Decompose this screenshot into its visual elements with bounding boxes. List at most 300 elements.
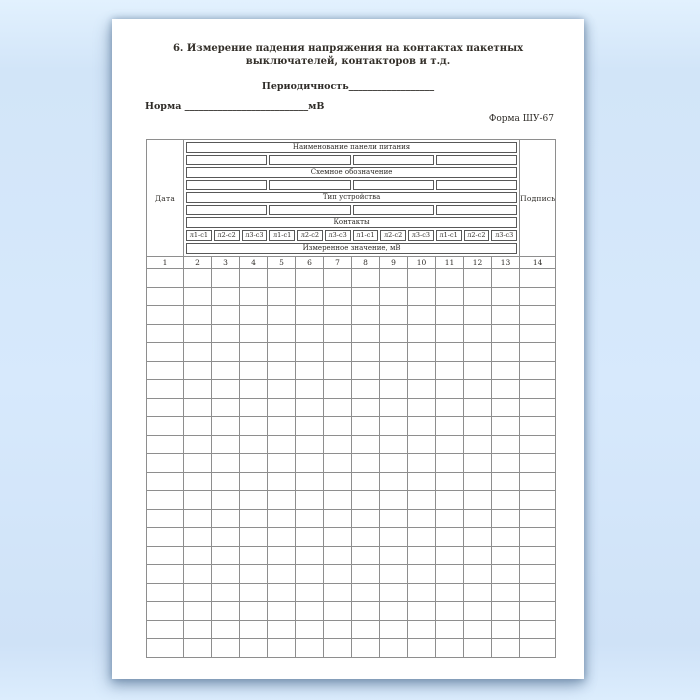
data-cell bbox=[492, 269, 520, 288]
data-cell bbox=[268, 602, 296, 621]
data-cell bbox=[408, 269, 436, 288]
data-cell bbox=[147, 454, 184, 473]
data-cell bbox=[436, 528, 464, 547]
data-cell bbox=[324, 324, 352, 343]
data-cell bbox=[147, 361, 184, 380]
document-page bbox=[112, 19, 584, 679]
data-cell bbox=[240, 565, 268, 584]
data-cell bbox=[520, 546, 556, 565]
data-cell bbox=[147, 509, 184, 528]
data-cell bbox=[296, 417, 324, 436]
header-bands-table bbox=[184, 140, 519, 256]
data-cell bbox=[408, 583, 436, 602]
data-cell bbox=[520, 269, 556, 288]
column-number-cell: 10 bbox=[408, 257, 436, 269]
data-cell bbox=[212, 417, 240, 436]
data-cell bbox=[184, 639, 212, 658]
data-cell bbox=[212, 509, 240, 528]
data-cell bbox=[380, 583, 408, 602]
column-number-cell: 6 bbox=[296, 257, 324, 269]
data-cell bbox=[436, 472, 464, 491]
contact-col-header: л2-с2 bbox=[214, 230, 240, 241]
table-row bbox=[147, 546, 556, 565]
column-number-cell: 1 bbox=[147, 257, 184, 269]
data-cell bbox=[464, 417, 492, 436]
table-row bbox=[147, 435, 556, 454]
data-cell bbox=[268, 324, 296, 343]
data-cell bbox=[296, 528, 324, 547]
data-cell bbox=[296, 398, 324, 417]
data-cell bbox=[352, 435, 380, 454]
data-cell bbox=[268, 287, 296, 306]
data-cell bbox=[296, 454, 324, 473]
data-cell bbox=[296, 583, 324, 602]
table-row bbox=[147, 269, 556, 288]
data-cell bbox=[380, 472, 408, 491]
data-cell bbox=[212, 565, 240, 584]
data-cell bbox=[268, 491, 296, 510]
data-cell bbox=[212, 269, 240, 288]
data-cell bbox=[436, 602, 464, 621]
data-cell bbox=[147, 620, 184, 639]
data-cell bbox=[408, 398, 436, 417]
data-cell bbox=[147, 287, 184, 306]
table-row bbox=[147, 620, 556, 639]
data-cell bbox=[436, 583, 464, 602]
data-cell bbox=[436, 361, 464, 380]
data-cell bbox=[212, 324, 240, 343]
data-cell bbox=[464, 435, 492, 454]
table-row bbox=[147, 380, 556, 399]
column-number-cell: 8 bbox=[352, 257, 380, 269]
data-cell bbox=[240, 491, 268, 510]
header-band-input-cell bbox=[186, 155, 267, 165]
data-cell bbox=[520, 287, 556, 306]
data-cell bbox=[147, 435, 184, 454]
data-cell bbox=[492, 639, 520, 658]
data-cell bbox=[492, 491, 520, 510]
data-cell bbox=[520, 583, 556, 602]
header-band-input-cell bbox=[269, 205, 350, 215]
data-cell bbox=[147, 324, 184, 343]
contact-col-header: л1-с1 bbox=[436, 230, 462, 241]
data-cell bbox=[492, 361, 520, 380]
data-cell bbox=[492, 417, 520, 436]
norm-line: Норма __________________________мВ bbox=[145, 101, 325, 112]
data-cell bbox=[184, 546, 212, 565]
data-cell bbox=[408, 565, 436, 584]
data-cell bbox=[212, 454, 240, 473]
data-cell bbox=[464, 546, 492, 565]
data-cell bbox=[184, 528, 212, 547]
data-cell bbox=[436, 380, 464, 399]
data-cell bbox=[184, 380, 212, 399]
measured-value-label: Измеренное значение, мВ bbox=[186, 243, 517, 254]
data-cell bbox=[240, 380, 268, 399]
data-cell bbox=[184, 454, 212, 473]
data-cell bbox=[147, 398, 184, 417]
data-cell bbox=[184, 269, 212, 288]
data-cell bbox=[324, 639, 352, 658]
data-cell bbox=[147, 602, 184, 621]
data-cell bbox=[408, 306, 436, 325]
data-cell bbox=[436, 269, 464, 288]
data-cell bbox=[492, 306, 520, 325]
data-cell bbox=[212, 620, 240, 639]
data-cell bbox=[520, 528, 556, 547]
column-number-cell: 3 bbox=[212, 257, 240, 269]
data-cell bbox=[492, 509, 520, 528]
data-cell bbox=[464, 509, 492, 528]
header-band-input-cell bbox=[186, 180, 267, 190]
data-cell bbox=[380, 380, 408, 399]
data-cell bbox=[184, 509, 212, 528]
header-band-input-cell bbox=[436, 180, 517, 190]
data-cell bbox=[352, 546, 380, 565]
data-cell bbox=[436, 306, 464, 325]
data-cell bbox=[212, 398, 240, 417]
data-cell bbox=[184, 565, 212, 584]
data-cell bbox=[408, 509, 436, 528]
column-number-cell: 2 bbox=[184, 257, 212, 269]
data-cell bbox=[240, 269, 268, 288]
data-cell bbox=[324, 380, 352, 399]
data-cell bbox=[492, 583, 520, 602]
data-cell bbox=[352, 472, 380, 491]
data-cell bbox=[268, 472, 296, 491]
data-cell bbox=[184, 602, 212, 621]
data-cell bbox=[352, 287, 380, 306]
data-cell bbox=[268, 565, 296, 584]
data-cell bbox=[147, 639, 184, 658]
data-cell bbox=[464, 287, 492, 306]
title-line-2: выключателей, контакторов и т.д. bbox=[245, 56, 451, 67]
header-band-label-row bbox=[186, 142, 517, 153]
header-band-input-row bbox=[186, 205, 517, 215]
table-row bbox=[147, 602, 556, 621]
data-cell bbox=[296, 565, 324, 584]
data-cell bbox=[324, 417, 352, 436]
data-cell bbox=[268, 546, 296, 565]
data-cell bbox=[492, 528, 520, 547]
data-cell bbox=[240, 620, 268, 639]
data-cell bbox=[212, 472, 240, 491]
data-cell bbox=[184, 435, 212, 454]
data-cell bbox=[147, 472, 184, 491]
data-cell bbox=[324, 602, 352, 621]
header-band-label: Схемное обозначение bbox=[186, 167, 517, 178]
data-cell bbox=[147, 306, 184, 325]
data-cell bbox=[268, 639, 296, 658]
data-cell bbox=[492, 287, 520, 306]
data-cell bbox=[352, 639, 380, 658]
column-number-cell: 11 bbox=[436, 257, 464, 269]
data-cell bbox=[324, 528, 352, 547]
data-cell bbox=[324, 398, 352, 417]
data-cell bbox=[520, 324, 556, 343]
form-code-label: Форма ШУ-67 bbox=[488, 114, 554, 124]
data-cell bbox=[240, 546, 268, 565]
column-number-cell: 14 bbox=[520, 257, 556, 269]
contact-col-header: л3-с3 bbox=[408, 230, 434, 241]
data-cell bbox=[352, 583, 380, 602]
column-number-cell: 9 bbox=[380, 257, 408, 269]
data-cell bbox=[147, 491, 184, 510]
data-cell bbox=[147, 343, 184, 362]
data-cell bbox=[212, 435, 240, 454]
header-band-label-row bbox=[186, 167, 517, 178]
data-cell bbox=[520, 620, 556, 639]
data-cell bbox=[408, 472, 436, 491]
data-cell bbox=[184, 620, 212, 639]
data-cell bbox=[380, 361, 408, 380]
data-cell bbox=[492, 454, 520, 473]
header-band-input-cell bbox=[436, 155, 517, 165]
data-cell bbox=[352, 398, 380, 417]
data-cell bbox=[352, 602, 380, 621]
data-cell bbox=[464, 620, 492, 639]
header-band-label-row bbox=[186, 217, 517, 228]
contacts-label-row bbox=[186, 230, 517, 241]
data-cell bbox=[212, 361, 240, 380]
data-cell bbox=[408, 528, 436, 547]
data-cell bbox=[184, 398, 212, 417]
data-cell bbox=[408, 324, 436, 343]
data-cell bbox=[380, 343, 408, 362]
data-cell bbox=[212, 583, 240, 602]
data-cell bbox=[240, 602, 268, 621]
data-cell bbox=[240, 528, 268, 547]
data-cell bbox=[436, 343, 464, 362]
data-cell bbox=[240, 324, 268, 343]
data-cell bbox=[147, 565, 184, 584]
data-cell bbox=[380, 639, 408, 658]
table-row bbox=[147, 306, 556, 325]
data-cell bbox=[492, 380, 520, 399]
data-cell bbox=[380, 417, 408, 436]
data-cell bbox=[380, 398, 408, 417]
data-cell bbox=[212, 639, 240, 658]
data-cell bbox=[436, 454, 464, 473]
contact-col-header: л2-с2 bbox=[464, 230, 490, 241]
data-cell bbox=[296, 361, 324, 380]
data-cell bbox=[184, 287, 212, 306]
data-cell bbox=[352, 491, 380, 510]
header-band-label: Тип устройства bbox=[186, 192, 517, 203]
data-cell bbox=[408, 620, 436, 639]
data-cell bbox=[296, 546, 324, 565]
data-cell bbox=[184, 343, 212, 362]
data-cell bbox=[296, 602, 324, 621]
contact-col-header: л3-с3 bbox=[325, 230, 351, 241]
data-cell bbox=[492, 602, 520, 621]
header-band-label: Наименование панели питания bbox=[186, 142, 517, 153]
data-cell bbox=[492, 398, 520, 417]
data-cell bbox=[240, 398, 268, 417]
data-cell bbox=[464, 565, 492, 584]
data-cell bbox=[436, 417, 464, 436]
data-cell bbox=[408, 380, 436, 399]
data-cell bbox=[240, 435, 268, 454]
data-cell bbox=[184, 472, 212, 491]
data-cell bbox=[147, 583, 184, 602]
data-cell bbox=[436, 287, 464, 306]
data-cell bbox=[352, 343, 380, 362]
data-cell bbox=[268, 398, 296, 417]
column-number-cell: 4 bbox=[240, 257, 268, 269]
data-cell bbox=[184, 361, 212, 380]
data-cell bbox=[520, 565, 556, 584]
data-cell bbox=[380, 324, 408, 343]
data-cell bbox=[380, 435, 408, 454]
data-cell bbox=[268, 269, 296, 288]
data-cell bbox=[240, 639, 268, 658]
data-cell bbox=[268, 528, 296, 547]
data-cell bbox=[324, 454, 352, 473]
data-cell bbox=[492, 435, 520, 454]
measurement-table bbox=[146, 139, 556, 658]
table-row bbox=[147, 324, 556, 343]
data-cell bbox=[324, 509, 352, 528]
data-cell bbox=[184, 491, 212, 510]
data-cell bbox=[520, 343, 556, 362]
data-cell bbox=[464, 602, 492, 621]
data-cell bbox=[352, 620, 380, 639]
data-cell bbox=[352, 306, 380, 325]
data-cell bbox=[240, 454, 268, 473]
data-cell bbox=[380, 602, 408, 621]
data-cell bbox=[520, 306, 556, 325]
data-cell bbox=[184, 306, 212, 325]
data-cell bbox=[352, 324, 380, 343]
data-cell bbox=[436, 546, 464, 565]
header-band-input-row bbox=[186, 155, 517, 165]
data-cell bbox=[380, 546, 408, 565]
data-cell bbox=[324, 287, 352, 306]
data-cell bbox=[436, 491, 464, 510]
periodicity-line: Периодичность__________________ bbox=[261, 81, 435, 92]
column-number-cell: 13 bbox=[492, 257, 520, 269]
data-cell bbox=[296, 306, 324, 325]
data-cell bbox=[464, 380, 492, 399]
data-cell bbox=[324, 361, 352, 380]
data-cell bbox=[352, 269, 380, 288]
contact-col-header: л1-с1 bbox=[186, 230, 212, 241]
data-cell bbox=[296, 639, 324, 658]
data-cell bbox=[184, 583, 212, 602]
data-cell bbox=[520, 602, 556, 621]
data-cell bbox=[520, 435, 556, 454]
data-cell bbox=[212, 287, 240, 306]
contact-col-header: л2-с2 bbox=[297, 230, 323, 241]
data-cell bbox=[212, 546, 240, 565]
data-cell bbox=[268, 361, 296, 380]
data-cell bbox=[324, 620, 352, 639]
data-cell bbox=[464, 491, 492, 510]
data-cell bbox=[380, 306, 408, 325]
data-cell bbox=[147, 269, 184, 288]
data-cell bbox=[380, 509, 408, 528]
table-row bbox=[147, 639, 556, 658]
data-cell bbox=[324, 565, 352, 584]
data-cell bbox=[380, 454, 408, 473]
table-row bbox=[147, 491, 556, 510]
data-cell bbox=[520, 361, 556, 380]
data-cell bbox=[464, 361, 492, 380]
data-cell bbox=[520, 491, 556, 510]
data-cell bbox=[296, 472, 324, 491]
data-cell bbox=[184, 324, 212, 343]
data-cell bbox=[324, 435, 352, 454]
data-cell bbox=[380, 287, 408, 306]
data-cell bbox=[520, 639, 556, 658]
header-band-input-cell bbox=[353, 180, 434, 190]
data-cell bbox=[380, 620, 408, 639]
data-cell bbox=[147, 528, 184, 547]
data-cell bbox=[268, 435, 296, 454]
table-header-row bbox=[147, 140, 556, 257]
data-cell bbox=[492, 343, 520, 362]
data-cell bbox=[520, 472, 556, 491]
data-cell bbox=[324, 343, 352, 362]
data-cell bbox=[492, 565, 520, 584]
data-cell bbox=[240, 417, 268, 436]
data-cell bbox=[492, 324, 520, 343]
column-number-cell: 5 bbox=[268, 257, 296, 269]
data-cell bbox=[408, 343, 436, 362]
data-cell bbox=[240, 287, 268, 306]
header-band-input-cell bbox=[353, 155, 434, 165]
contact-col-header: л1-с1 bbox=[353, 230, 379, 241]
data-cell bbox=[408, 435, 436, 454]
title-line-1: 6. Измерение падения напряжения на контактах пакетных bbox=[172, 43, 524, 54]
header-band-input-row bbox=[186, 180, 517, 190]
data-cell bbox=[464, 343, 492, 362]
data-cell bbox=[464, 472, 492, 491]
column-numbers-row bbox=[147, 257, 556, 269]
document-title bbox=[112, 42, 584, 68]
data-cell bbox=[212, 343, 240, 362]
data-cell bbox=[352, 417, 380, 436]
data-cell bbox=[184, 417, 212, 436]
data-cell bbox=[240, 509, 268, 528]
data-cell bbox=[212, 602, 240, 621]
data-cell bbox=[520, 454, 556, 473]
data-cell bbox=[324, 583, 352, 602]
data-cell bbox=[520, 398, 556, 417]
data-cell bbox=[240, 472, 268, 491]
data-cell bbox=[268, 583, 296, 602]
data-cell bbox=[380, 565, 408, 584]
data-cell bbox=[408, 454, 436, 473]
data-cell bbox=[464, 583, 492, 602]
data-cell bbox=[380, 269, 408, 288]
data-cell bbox=[464, 324, 492, 343]
table-row bbox=[147, 454, 556, 473]
header-band-label-row bbox=[186, 192, 517, 203]
data-cell bbox=[268, 620, 296, 639]
table-row bbox=[147, 472, 556, 491]
data-cell bbox=[296, 287, 324, 306]
data-cell bbox=[296, 343, 324, 362]
data-cell bbox=[436, 620, 464, 639]
table-row bbox=[147, 528, 556, 547]
data-cell bbox=[296, 620, 324, 639]
data-cell bbox=[240, 306, 268, 325]
table-row bbox=[147, 398, 556, 417]
data-cell bbox=[464, 639, 492, 658]
data-cell bbox=[436, 398, 464, 417]
